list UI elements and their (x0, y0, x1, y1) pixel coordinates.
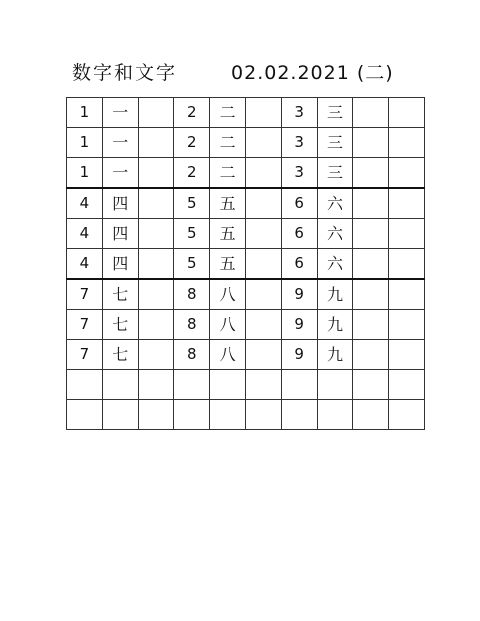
digit-cell: 2 (174, 128, 210, 158)
digit-cell: 9 (281, 340, 317, 370)
character-cell: 五 (210, 249, 246, 280)
digit-cell (174, 400, 210, 430)
practice-cell (138, 158, 174, 189)
character-cell: 四 (102, 219, 138, 249)
character-cell: 六 (317, 249, 353, 280)
practice-cell (138, 128, 174, 158)
digit-cell: 3 (281, 128, 317, 158)
digit-cell (389, 400, 425, 430)
character-cell: 九 (317, 340, 353, 370)
digit-cell: 8 (174, 340, 210, 370)
practice-cell (245, 340, 281, 370)
character-cell: 四 (102, 188, 138, 219)
grid-row (67, 370, 425, 400)
digit-cell (67, 370, 103, 400)
digit-cell (389, 279, 425, 310)
character-cell: 二 (210, 158, 246, 189)
digit-cell: 6 (281, 219, 317, 249)
practice-cell (353, 400, 389, 430)
digit-cell (389, 188, 425, 219)
digit-cell (389, 128, 425, 158)
practice-cell (138, 249, 174, 280)
character-cell: 五 (210, 188, 246, 219)
practice-cell (245, 98, 281, 128)
digit-cell: 7 (67, 310, 103, 340)
digit-cell: 5 (174, 249, 210, 280)
grid-row (67, 158, 425, 189)
practice-cell (138, 279, 174, 310)
grid-row (67, 340, 425, 370)
digit-cell (281, 370, 317, 400)
character-cell: 六 (317, 188, 353, 219)
practice-cell (245, 249, 281, 280)
character-cell: 三 (317, 98, 353, 128)
practice-cell (138, 400, 174, 430)
practice-cell (245, 128, 281, 158)
grid-row (67, 188, 425, 219)
digit-cell: 7 (67, 279, 103, 310)
character-cell: 九 (317, 279, 353, 310)
practice-cell (353, 98, 389, 128)
practice-cell (138, 370, 174, 400)
digit-cell (389, 310, 425, 340)
digit-cell: 6 (281, 188, 317, 219)
practice-cell (138, 310, 174, 340)
digit-cell (389, 158, 425, 189)
grid-row (67, 279, 425, 310)
digit-cell: 5 (174, 188, 210, 219)
page-header (72, 56, 394, 86)
digit-cell: 1 (67, 98, 103, 128)
character-cell: 八 (210, 310, 246, 340)
character-cell (210, 400, 246, 430)
practice-cell (245, 400, 281, 430)
practice-cell (245, 370, 281, 400)
digit-cell: 4 (67, 219, 103, 249)
character-cell: 七 (102, 310, 138, 340)
digit-cell: 1 (67, 128, 103, 158)
character-cell: 二 (210, 128, 246, 158)
digit-cell: 8 (174, 310, 210, 340)
digit-cell: 6 (281, 249, 317, 280)
grid-row (67, 310, 425, 340)
digit-cell: 3 (281, 158, 317, 189)
character-cell: 九 (317, 310, 353, 340)
practice-cell (245, 158, 281, 189)
character-cell (317, 400, 353, 430)
practice-cell (353, 188, 389, 219)
practice-cell (353, 219, 389, 249)
character-cell: 八 (210, 340, 246, 370)
grid-row (67, 219, 425, 249)
character-cell: 二 (210, 98, 246, 128)
digit-cell (389, 340, 425, 370)
character-cell: 八 (210, 279, 246, 310)
practice-cell (353, 310, 389, 340)
digit-cell (67, 400, 103, 430)
practice-cell (245, 279, 281, 310)
digit-cell: 3 (281, 98, 317, 128)
character-cell (102, 370, 138, 400)
digit-cell (389, 370, 425, 400)
practice-cell (138, 188, 174, 219)
digit-cell: 7 (67, 340, 103, 370)
character-cell: 六 (317, 219, 353, 249)
practice-grid (66, 97, 425, 430)
grid-row (67, 249, 425, 280)
character-cell: 七 (102, 340, 138, 370)
practice-grid-body (67, 98, 425, 430)
digit-cell: 4 (67, 249, 103, 280)
character-cell (210, 370, 246, 400)
digit-cell: 9 (281, 279, 317, 310)
digit-cell: 2 (174, 98, 210, 128)
practice-cell (353, 249, 389, 280)
grid-row (67, 128, 425, 158)
character-cell (317, 370, 353, 400)
page-date: 02.02.2021 (二) (231, 61, 394, 84)
digit-cell: 8 (174, 279, 210, 310)
character-cell: 一 (102, 158, 138, 189)
practice-cell (245, 219, 281, 249)
digit-cell: 4 (67, 188, 103, 219)
grid-row (67, 400, 425, 430)
character-cell: 三 (317, 128, 353, 158)
practice-cell (353, 370, 389, 400)
page-title: 数字和文字 (72, 61, 178, 84)
digit-cell: 5 (174, 219, 210, 249)
practice-cell (353, 128, 389, 158)
character-cell: 七 (102, 279, 138, 310)
digit-cell: 9 (281, 310, 317, 340)
character-cell: 四 (102, 249, 138, 280)
practice-cell (353, 340, 389, 370)
character-cell: 三 (317, 158, 353, 189)
grid-row (67, 98, 425, 128)
digit-cell (281, 400, 317, 430)
practice-cell (245, 188, 281, 219)
practice-cell (245, 310, 281, 340)
practice-cell (353, 158, 389, 189)
practice-cell (138, 340, 174, 370)
character-cell: 五 (210, 219, 246, 249)
practice-cell (138, 219, 174, 249)
digit-cell (389, 98, 425, 128)
digit-cell (389, 219, 425, 249)
character-cell: 一 (102, 128, 138, 158)
character-cell: 一 (102, 98, 138, 128)
digit-cell: 1 (67, 158, 103, 189)
character-cell (102, 400, 138, 430)
digit-cell (389, 249, 425, 280)
digit-cell: 2 (174, 158, 210, 189)
practice-cell (353, 279, 389, 310)
digit-cell (174, 370, 210, 400)
practice-cell (138, 98, 174, 128)
